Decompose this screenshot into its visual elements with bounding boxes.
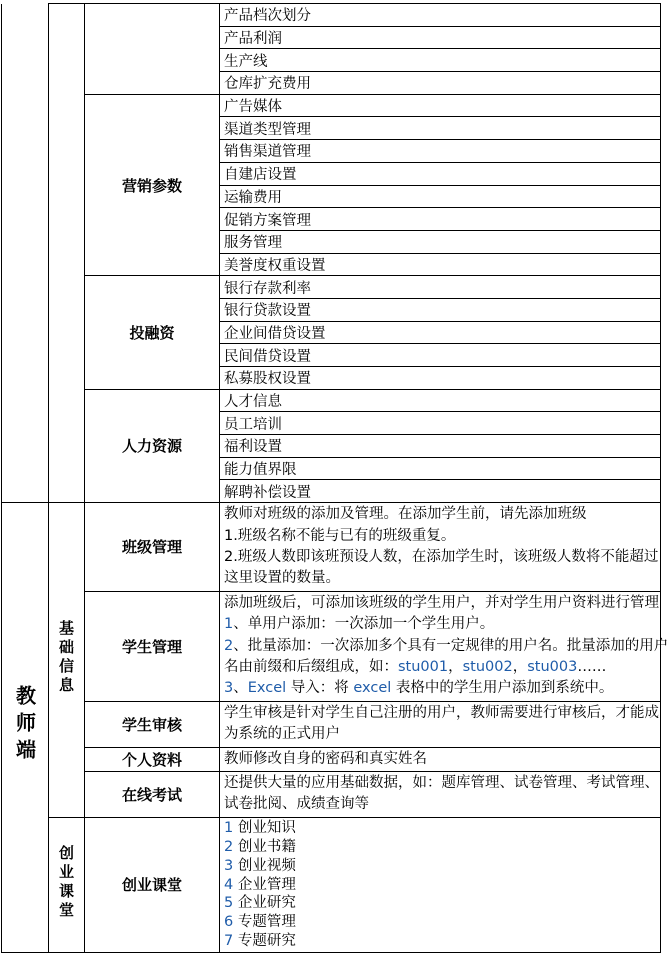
latin-text: stu003 <box>527 658 578 675</box>
description-line: 为系统的正式用户 <box>224 726 340 743</box>
document-page <box>0 3 668 950</box>
item-cell: 产品利润 <box>220 26 661 49</box>
latin-text: 7 <box>224 933 234 950</box>
item-cell: 能力值界限 <box>220 457 661 480</box>
table-row <box>2 701 661 747</box>
feature-label-cell: 个人资料 <box>85 747 220 771</box>
latin-text: 2 <box>224 838 234 855</box>
table-body <box>2 4 668 953</box>
latin-text: 2 <box>224 637 234 654</box>
item-cell: 美誉度权重设置 <box>220 253 661 276</box>
description-line: 4 企业管理 <box>224 876 296 893</box>
description-line: 学生审核是针对学生自己注册的用户，教师需要进行审核后，才能成 <box>224 704 659 721</box>
item-cell: 广告媒体 <box>220 94 661 117</box>
description-line: 6 专题管理 <box>224 914 296 931</box>
description-line: 教师修改自身的密码和真实姓名 <box>224 750 427 767</box>
feature-description-cell <box>220 591 668 701</box>
item-cell: 促销方案管理 <box>220 208 661 231</box>
latin-text: 3 <box>224 680 234 697</box>
table-row <box>2 503 661 592</box>
latin-text: stu001 <box>398 658 449 675</box>
group-label: 基础信息 <box>57 619 75 696</box>
item-cell: 销售渠道管理 <box>220 140 661 163</box>
latin-text: 5 <box>224 895 234 912</box>
group-column-empty-cell <box>49 4 85 503</box>
feature-description-cell <box>220 701 661 747</box>
latin-text: 3 <box>224 857 234 874</box>
description-line: 1、单用户添加：一次添加一个学生用户。 <box>224 616 495 633</box>
item-cell: 企业间借贷设置 <box>220 321 661 344</box>
table-row <box>2 817 661 952</box>
item-cell: 生产线 <box>220 49 661 72</box>
group-label: 创业课堂 <box>57 844 75 921</box>
section-label-empty-cell <box>85 4 220 95</box>
item-cell: 银行存款利率 <box>220 276 661 299</box>
description-line: 试卷批阅、成绩查询等 <box>224 796 369 813</box>
description-line: 2、批量添加：一次添加多个具有一定规律的用户名。批量添加的用户 <box>224 637 668 654</box>
description-line: 添加班级后，可添加该班级的学生用户，并对学生用户资料进行管理 <box>224 594 659 611</box>
description-line: 教师对班级的添加及管理。在添加学生前，请先添加班级 <box>224 506 587 523</box>
section-label-cell: 人力资源 <box>85 389 220 502</box>
section-label-cell: 营销参数 <box>85 94 220 276</box>
description-line: 1 创业知识 <box>224 819 296 836</box>
latin-text: excel <box>353 680 392 697</box>
group-label-cell <box>49 503 85 818</box>
item-cell: 民间借贷设置 <box>220 344 661 367</box>
latin-text: 4 <box>224 876 234 893</box>
item-cell: 人才信息 <box>220 389 661 412</box>
feature-table <box>1 3 668 953</box>
table-row <box>2 4 661 27</box>
feature-label-cell: 班级管理 <box>85 503 220 592</box>
group-label-cell <box>49 817 85 952</box>
description-line: 7 专题研究 <box>224 933 296 950</box>
latin-text: Excel <box>247 680 287 697</box>
latin-text: 1 <box>224 819 234 836</box>
latin-text: 1 <box>224 616 234 633</box>
description-line: 1.班级名称不能与已有的班级重复。 <box>224 527 456 544</box>
description-line: 3 创业视频 <box>224 857 296 874</box>
item-cell: 渠道类型管理 <box>220 117 661 140</box>
description-line: 2 创业书籍 <box>224 838 296 855</box>
left-column-empty-cell <box>2 4 49 503</box>
description-line: 3、Excel 导入：将 excel 表格中的学生用户添加到系统中。 <box>224 680 614 697</box>
item-cell: 员工培训 <box>220 412 661 435</box>
feature-description-cell <box>220 503 661 592</box>
feature-description-cell <box>220 772 661 818</box>
description-line: 2.班级人数即该班预设人数，在添加学生时，该班级人数将不能超过 <box>224 548 659 565</box>
latin-text: 6 <box>224 914 234 931</box>
teacher-side-label: 教师端 <box>12 685 37 767</box>
item-cell: 产品档次划分 <box>220 4 661 27</box>
table-row <box>2 747 661 771</box>
item-cell: 自建店设置 <box>220 162 661 185</box>
table-row <box>2 94 661 117</box>
table-row <box>2 276 661 299</box>
feature-description-cell <box>220 817 661 952</box>
feature-label-cell: 学生审核 <box>85 701 220 747</box>
item-cell: 福利设置 <box>220 435 661 458</box>
item-cell: 银行贷款设置 <box>220 298 661 321</box>
description-line: 5 企业研究 <box>224 895 296 912</box>
feature-label-cell: 在线考试 <box>85 772 220 818</box>
item-cell: 仓库扩充费用 <box>220 72 661 95</box>
table-row <box>2 772 661 818</box>
description-line: 这里设置的数量。 <box>224 570 340 587</box>
table-row <box>2 591 661 701</box>
teacher-side-label-cell <box>2 503 49 953</box>
item-cell: 运输费用 <box>220 185 661 208</box>
feature-label-cell: 学生管理 <box>85 591 220 701</box>
table-row <box>2 389 661 412</box>
description-line: 名由前缀和后缀组成，如：stu001，stu002，stu003…… <box>224 658 607 675</box>
latin-text: stu002 <box>462 658 513 675</box>
section-label-cell: 投融资 <box>85 276 220 389</box>
feature-description-cell <box>220 747 661 771</box>
item-cell: 解聘补偿设置 <box>220 480 661 503</box>
feature-label-cell: 创业课堂 <box>85 817 220 952</box>
item-cell: 服务管理 <box>220 230 661 253</box>
description-line: 还提供大量的应用基础数据，如：题库管理、试卷管理、考试管理、 <box>224 775 659 791</box>
item-cell: 私募股权设置 <box>220 367 661 390</box>
